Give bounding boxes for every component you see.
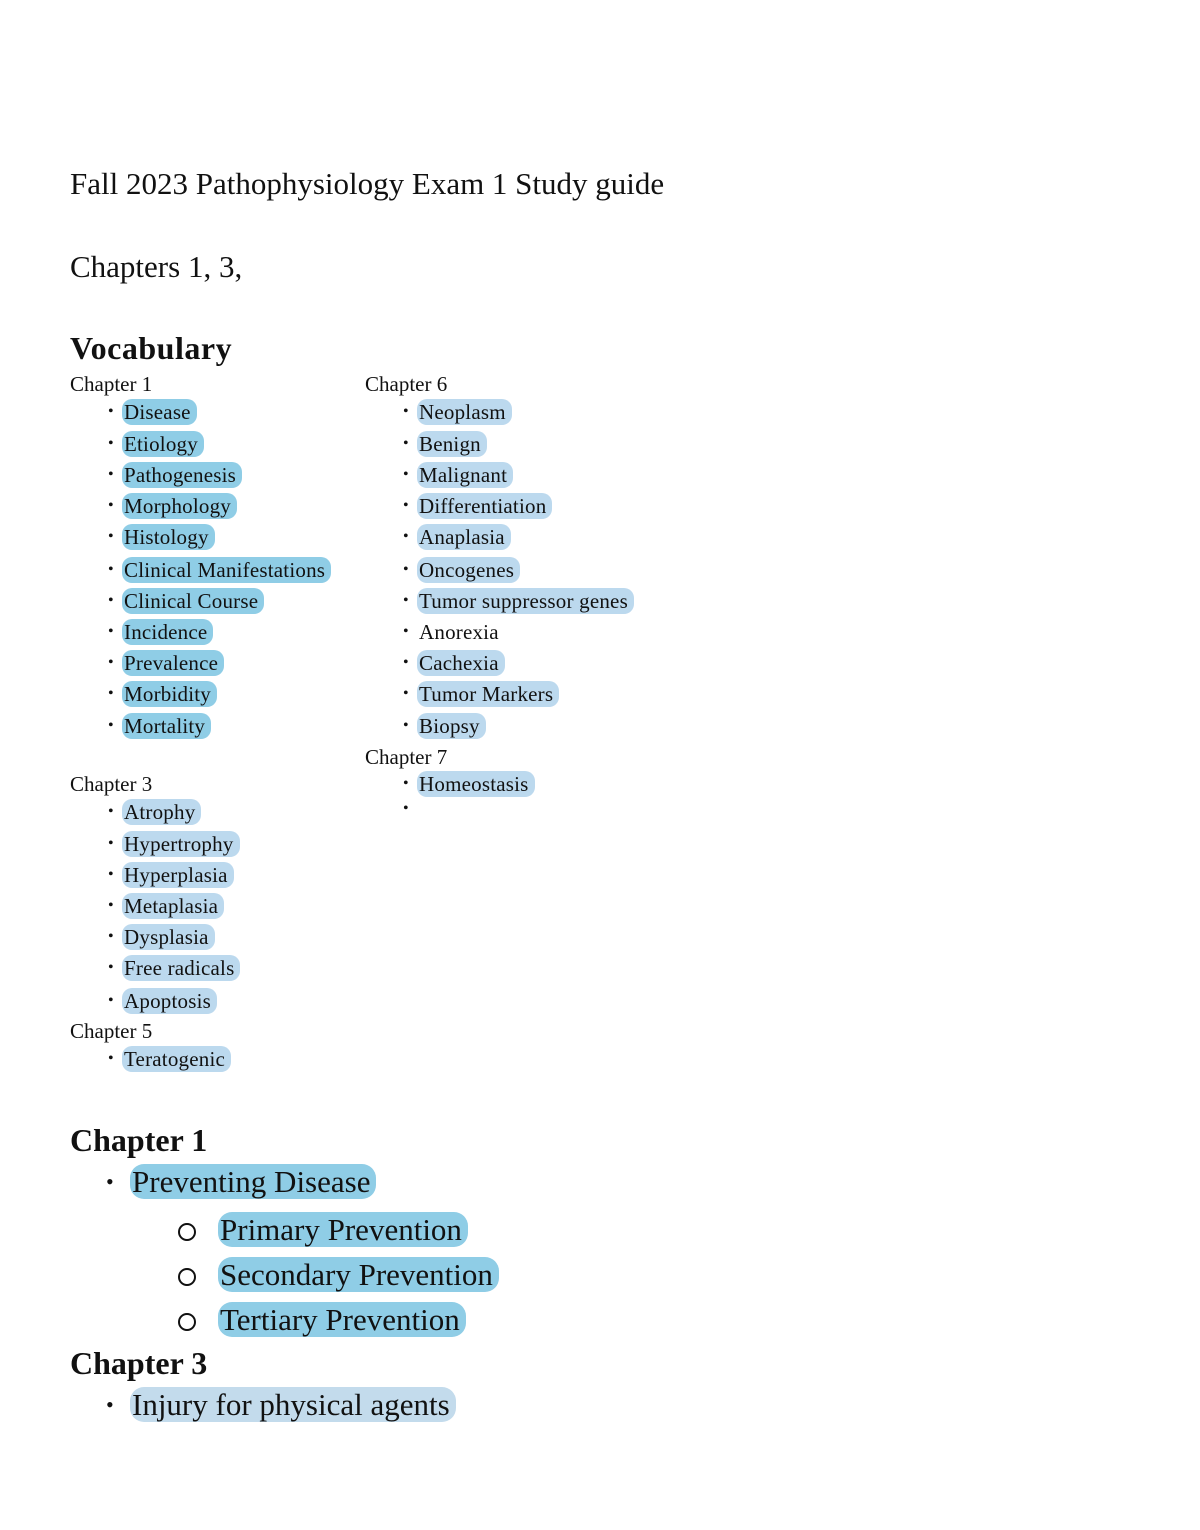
list-item: • Hyperplasia xyxy=(108,863,234,887)
bullet-icon: • xyxy=(403,623,409,640)
list-item: • Differentiation xyxy=(403,494,552,518)
bullet-icon: • xyxy=(108,685,114,702)
list-item: • Homeostasis xyxy=(403,772,535,796)
bullet-icon: • xyxy=(108,654,114,671)
vocab-chapter-6-label: Chapter 6 xyxy=(365,372,448,396)
list-item: • Teratogenic xyxy=(108,1047,231,1071)
list-item: • Oncogenes xyxy=(403,558,520,582)
vocab-chapter-7-label: Chapter 7 xyxy=(365,745,448,769)
list-item: • Disease xyxy=(108,400,197,424)
bullet-icon: • xyxy=(108,992,114,1009)
list-item: • Clinical Course xyxy=(108,589,264,613)
list-item: • Pathogenesis xyxy=(108,463,242,487)
bullet-icon: • xyxy=(108,959,114,976)
bullet-icon: • xyxy=(403,654,409,671)
list-item: • Metaplasia xyxy=(108,894,224,918)
list-item: • Tumor Markers xyxy=(403,682,559,706)
section-heading-chapter-1: Chapter 1 xyxy=(70,1122,208,1158)
list-item: • Incidence xyxy=(108,620,213,644)
list-item: • Anaplasia xyxy=(403,525,511,549)
bullet-icon: • xyxy=(403,435,409,452)
bullet-icon: • xyxy=(108,866,114,883)
bullet-icon: • xyxy=(108,803,114,820)
list-item: Secondary Prevention xyxy=(178,1257,499,1293)
list-item: • Cachexia xyxy=(403,651,505,675)
list-item xyxy=(403,797,425,821)
bullet-icon: • xyxy=(403,528,409,545)
vocab-chapter-3-label: Chapter 3 xyxy=(70,772,153,796)
list-item: • Anorexia xyxy=(403,620,499,644)
bullet-icon: • xyxy=(403,497,409,514)
list-item: • Neoplasm xyxy=(403,400,512,424)
list-item: • Apoptosis xyxy=(108,989,217,1013)
bullet-icon: • xyxy=(108,928,114,945)
list-item: • Atrophy xyxy=(108,800,201,824)
bullet-icon: • xyxy=(403,685,409,702)
section-heading-chapter-3: Chapter 3 xyxy=(70,1345,208,1381)
list-item: • Prevalence xyxy=(108,651,224,675)
vocabulary-heading: Vocabulary xyxy=(70,330,233,366)
bullet-icon: • xyxy=(108,497,114,514)
list-item: • Hypertrophy xyxy=(108,832,240,856)
bullet-icon: • xyxy=(403,800,409,817)
bullet-icon: • xyxy=(403,403,409,420)
bullet-icon: • xyxy=(403,775,409,792)
list-item: • Benign xyxy=(403,432,487,456)
bullet-icon: • xyxy=(108,835,114,852)
vocab-chapter-5-label: Chapter 5 xyxy=(70,1019,153,1043)
list-item: • Malignant xyxy=(403,463,513,487)
bullet-icon: • xyxy=(403,561,409,578)
bullet-icon: • xyxy=(108,897,114,914)
list-item: • Clinical Manifestations xyxy=(108,558,331,582)
bullet-icon: • xyxy=(108,561,114,578)
list-item: • Injury for physical agents xyxy=(106,1387,456,1423)
list-item: • Histology xyxy=(108,525,215,549)
bullet-icon: • xyxy=(106,1392,114,1417)
list-item: Tertiary Prevention xyxy=(178,1302,466,1338)
list-item: • Dysplasia xyxy=(108,925,215,949)
bullet-icon: • xyxy=(108,466,114,483)
vocab-chapter-1-label: Chapter 1 xyxy=(70,372,153,396)
circle-bullet-icon xyxy=(178,1313,196,1331)
document-title: Fall 2023 Pathophysiology Exam 1 Study guide xyxy=(70,166,665,201)
list-item: • Etiology xyxy=(108,432,204,456)
bullet-icon: • xyxy=(108,1050,114,1067)
list-item: • Tumor suppressor genes xyxy=(403,589,634,613)
list-item: Primary Prevention xyxy=(178,1212,468,1248)
bullet-icon: • xyxy=(403,717,409,734)
bullet-icon: • xyxy=(108,592,114,609)
list-item: • Morphology xyxy=(108,494,237,518)
list-item: • Biopsy xyxy=(403,714,486,738)
bullet-icon: • xyxy=(106,1169,114,1194)
bullet-icon: • xyxy=(108,717,114,734)
list-item: • Free radicals xyxy=(108,956,240,980)
list-item: • Morbidity xyxy=(108,682,217,706)
bullet-icon: • xyxy=(108,403,114,420)
bullet-icon: • xyxy=(108,528,114,545)
list-item: • Mortality xyxy=(108,714,211,738)
bullet-icon: • xyxy=(108,435,114,452)
bullet-icon: • xyxy=(108,623,114,640)
circle-bullet-icon xyxy=(178,1268,196,1286)
chapters-line: Chapters 1, 3, xyxy=(70,249,243,284)
list-item: • Preventing Disease xyxy=(106,1164,376,1200)
bullet-icon: • xyxy=(403,592,409,609)
circle-bullet-icon xyxy=(178,1223,196,1241)
bullet-icon: • xyxy=(403,466,409,483)
